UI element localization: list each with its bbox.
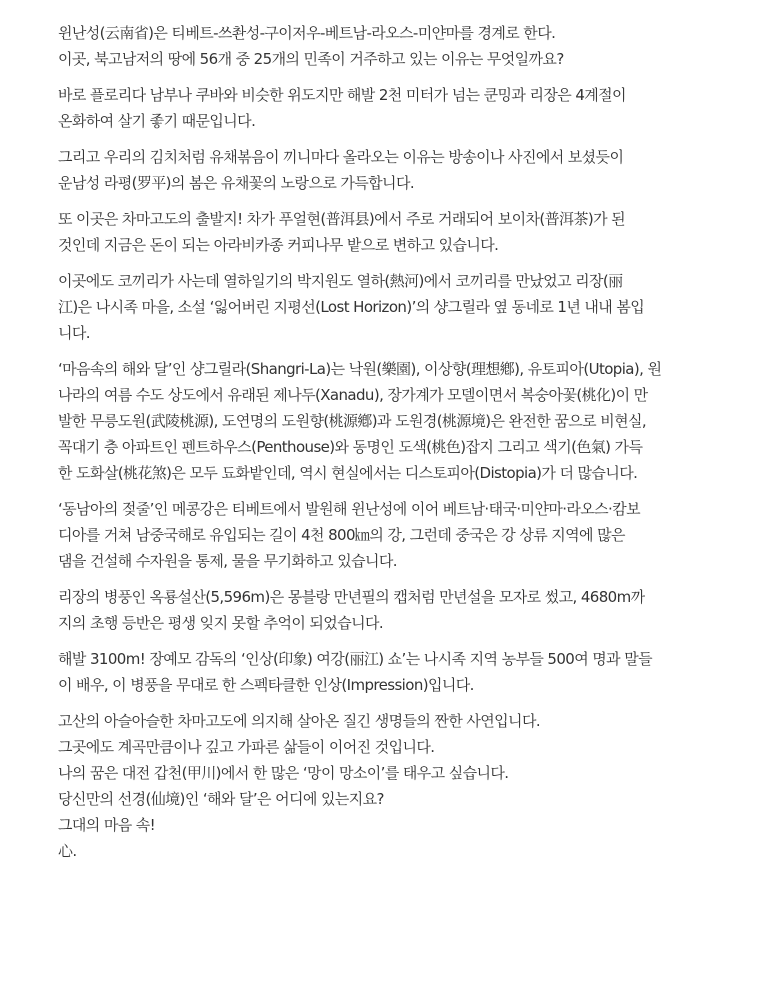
text-line: 고산의 아슬아슬한 차마고도에 의지해 살아온 질긴 생명들의 짠한 사연입니다. (58, 712, 540, 730)
text-line: 운남성 라평(罗平)의 봄은 유채꽃의 노랑으로 가득합니다. (58, 174, 415, 192)
text-line: 이곳에도 코끼리가 사는데 열하일기의 박지원도 열하(熱河)에서 코끼리를 만났었고 리장(丽 (58, 272, 623, 290)
paragraph (58, 584, 730, 636)
text-line: 心. (58, 842, 77, 860)
text-line: 꼭대기 층 아파트인 펜트하우스(Penthouse)와 동명인 도색(桃色)잡지 그리고 색기(色氣) 가득 (58, 438, 643, 456)
paragraph (58, 20, 730, 72)
text-line: ‘동남아의 젖줄’인 메콩강은 티베트에서 발원해 윈난성에 이어 베트남·태국·미얀마·라오스·캄보 (58, 500, 641, 518)
text-line: 당신만의 선경(仙境)인 ‘해와 달’은 어디에 있는지요? (58, 790, 384, 808)
text-line: 이곳, 북고남저의 땅에 56개 중 25개의 민족이 거주하고 있는 이유는 무엇일까요? (58, 50, 564, 68)
text-line: 또 이곳은 차마고도의 출발지! 차가 푸얼현(普洱县)에서 주로 거래되어 보이차(普洱茶)가 된 (58, 210, 626, 228)
paragraph (58, 708, 730, 864)
text-line: 댐을 건설해 수자원을 통제, 물을 무기화하고 있습니다. (58, 552, 397, 570)
paragraph (58, 82, 730, 134)
text-line: 한 도화살(桃花煞)은 모두 됴화밭인데, 역시 현실에서는 디스토피아(Distopia)가 더 많습니다. (58, 464, 638, 482)
paragraph (58, 144, 730, 196)
text-line: 해발 3100m! 장예모 감독의 ‘인상(印象) 여강(丽江) 쇼’는 나시족 지역 농부들 500여 명과 말들 (58, 650, 653, 668)
text-line: 나라의 여름 수도 상도에서 유래된 제나두(Xanadu), 장가계가 모델이면서 복숭아꽃(桃化)이 만 (58, 386, 648, 404)
text-line: 발한 무릉도원(武陵桃源), 도연명의 도원향(桃源鄕)과 도원경(桃源境)은 완전한 꿈으로 비현실, (58, 412, 647, 430)
text-line: 리장의 병풍인 옥룡설산(5,596m)은 몽블랑 만년필의 캡처럼 만년설을 모자로 썼고, 4680m까 (58, 588, 645, 606)
text-line: 이 배우, 이 병풍을 무대로 한 스펙타클한 인상(Impression)입니다. (58, 676, 474, 694)
paragraph (58, 646, 730, 698)
article-body (58, 20, 730, 874)
text-line: ‘마음속의 해와 달’인 샹그릴라(Shangri-La)는 낙원(樂園), 이상향(理想鄕), 유토피아(Utopia), 원 (58, 360, 662, 378)
text-line: 그대의 마음 속! (58, 816, 156, 834)
text-line: 그곳에도 계곡만큼이나 깊고 가파른 삶들이 이어진 것입니다. (58, 738, 435, 756)
text-line: 江)은 나시족 마을, 소설 ‘잃어버린 지평선(Lost Horizon)’의 샹그릴라 옆 동네로 1년 내내 봄입 (58, 298, 645, 316)
paragraph (58, 268, 730, 346)
text-line: 윈난성(云南省)은 티베트-쓰촨성-구이저우-베트남-라오스-미얀마를 경계로 한다. (58, 24, 556, 42)
text-line: 바로 플로리다 남부나 쿠바와 비슷한 위도지만 해발 2천 미터가 넘는 쿤밍과 리장은 4계절이 (58, 86, 626, 104)
text-line: 지의 초행 등반은 평생 잊지 못할 추억이 되었습니다. (58, 614, 384, 632)
paragraph (58, 356, 730, 486)
text-line: 그리고 우리의 김치처럼 유채볶음이 끼니마다 올라오는 이유는 방송이나 사진에서 보셨듯이 (58, 148, 624, 166)
text-line: 온화하여 살기 좋기 때문입니다. (58, 112, 256, 130)
text-line: 니다. (58, 324, 90, 342)
text-line: 나의 꿈은 대전 갑천(甲川)에서 한 많은 ‘망이 망소이’를 태우고 싶습니다. (58, 764, 509, 782)
text-line: 디아를 거쳐 남중국해로 유입되는 길이 4천 800㎞의 강, 그런데 중국은 강 상류 지역에 많은 (58, 526, 625, 544)
paragraph (58, 496, 730, 574)
paragraph (58, 206, 730, 258)
text-line: 것인데 지금은 돈이 되는 아라비카종 커피나무 밭으로 변하고 있습니다. (58, 236, 499, 254)
